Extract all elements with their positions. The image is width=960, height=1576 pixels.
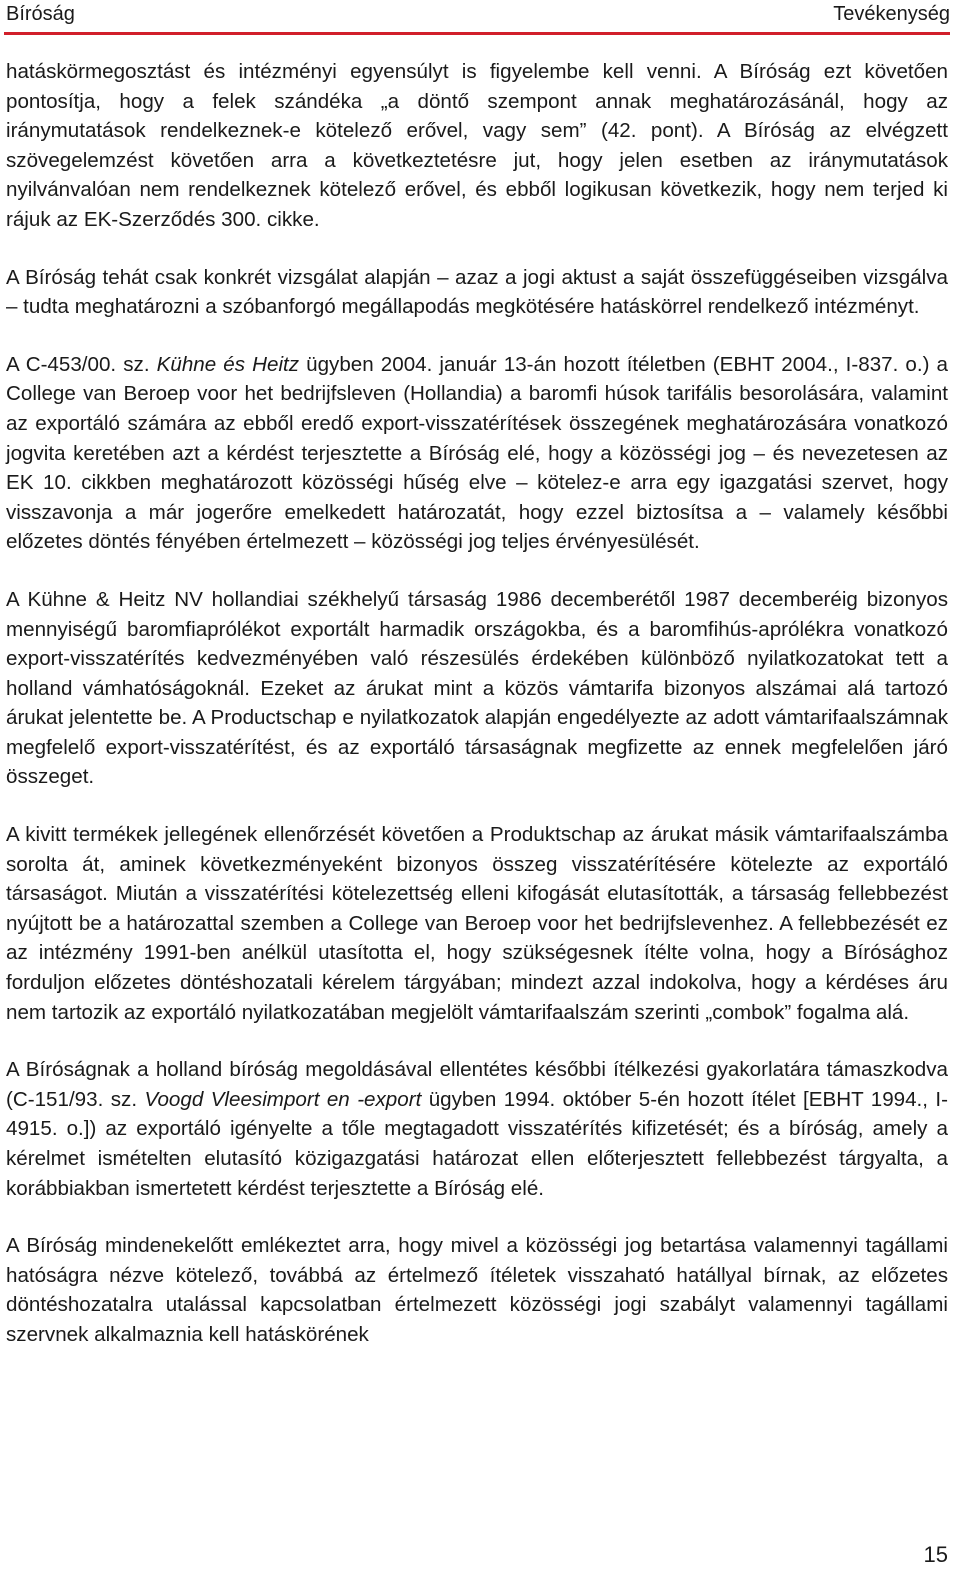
paragraph-3-lead: A C-453/00. sz. bbox=[6, 352, 157, 376]
paragraph-2: A Bíróság tehát csak konkrét vizsgálat alapján – azaz a jogi aktust a saját összefüggéseiben vizsgálva – tudta meghatározni a szóbanforgó megállapodás megkötésére hatáskörrel rendelkező intézményt. bbox=[6, 265, 948, 319]
page-number: 15 bbox=[923, 1542, 948, 1567]
paragraph-6-body: ügyben 1994. október 5-én hozott ítélet [EBHT 1994., I-4915. o.]) az exportáló igényelte a tőle megtagadott visszatérítés kifizetését; és a bíróság, amely a kérelmet ismételten elutasító közigazgatási határozat ellen előterjesztett fellebbezést tárgyalta, a korábbiakban ismertetett kérdést terjesztette a Bíróság elé. bbox=[6, 1087, 949, 1200]
case-name-kuhne-heitz: Kühne és Heitz bbox=[156, 352, 300, 376]
paragraph-3 bbox=[6, 350, 948, 557]
header-section-title: Bíróság bbox=[6, 3, 75, 25]
running-header bbox=[6, 0, 950, 30]
paragraph-7: A Bíróság mindenekelőtt emlékeztet arra, hogy mivel a közösségi jog betartása valamennyi tagállami hatóságra nézve kötelező, továbbá az értelmező ítéletek visszaható hatállyal bírnak, az előzetes döntéshozatalra utalással kapcsolatban értelmezett közösségi jogi szabályt valamennyi tagállami szervnek alkalmaznia kell hatáskörének bbox=[6, 1234, 948, 1346]
paragraph-6-lead: A Bíróságnak a holland bíróság megoldásával ellentétes későbbi ítélkezési gyakorlatára támaszkodva (C-151/93. sz. bbox=[6, 1058, 948, 1111]
header-chapter-title: Tevékenység bbox=[833, 3, 950, 25]
paragraph-1: hatáskörmegosztást és intézményi egyensúlyt is figyelembe kell venni. A Bíróság ezt követően pontosítja, hogy a felek szándéka „a döntő szempont annak meghatározásánál, hogy az iránymutatások rendelkeznek-e kötelező erővel, vagy sem” (42. pont). A Bíróság az elvégzett szövegelemzést követően arra a következtetésre jut, hogy jelen esetben az iránymutatások nyilvánvalóan nem rendelkeznek kötelező erővel, és ebből logikusan következik, hogy nem terjed ki rájuk az EK-Szerződés 300. cikke. bbox=[6, 60, 948, 231]
case-name-voogd: Voogd Vleesimport en -export bbox=[144, 1087, 422, 1111]
paragraph-3-body: ügyben 2004. január 13-án hozott ítéletben (EBHT 2004., I-837. o.) a College van Beroep voor het bedrijfsleven (Hollandia) a baromfi húsok tarifális besorolására, valamint az exportáló számára az ebből eredő export-visszatérítések összegének meghatározására vonatkozó jogvita keretében azt a kérdést terjesztette a Bíróság elé, hogy a közösségi jog – és nevezetesen az EK 10. cikkben meghatározott közösségi hűség elve – kötelez-e arra egy igazgatási szervet, hogy visszavonja a már jogerőre emelkedett határozatát, hogy ezzel biztosítsa a – valamely későbbi előzetes döntés fényében értelmezett – közösségi jog teljes érvényesülését. bbox=[6, 352, 948, 554]
paragraph-5: A kivitt termékek jellegének ellenőrzését követően a Produktschap az árukat másik vámtarifaalszámba sorolta át, aminek következményeként bizonyos összeg visszatérítésére kötelezte az exportáló társaságot. Miután a visszatérítési kötelezettség elleni kifogását elutasították, a társaság fellebbezést nyújtott be a határozattal szemben a College van Beroep voor het bedrijfslevenhez. A fellebbezését ez az intézmény 1991-ben anélkül utasította el, hogy szükségesnek ítélte volna, hogy a Bírósághoz forduljon előzetes döntéshozatali kérelem tárgyában; mindezt azzal indokolva, hogy a kérdéses áru nem tartozik az exportáló nyilatkozatában megjelölt vámtarifaalszám szerinti „combok” fogalma alá. bbox=[6, 823, 948, 1024]
paragraph-6 bbox=[6, 1055, 948, 1203]
paragraph-4: A Kühne & Heitz NV hollandiai székhelyű társaság 1986 decemberétől 1987 decemberéig bizonyos mennyiségű baromfiaprólékot exportált harmadik országokba, és a baromfihús-aprólékra vonatkozó export-visszatérítés kedvezményében való részesülés érdekében különböző nyilatkozatokat tett a holland vámhatóságoknál. Ezeket az árukat mint a közös vámtarifa bizonyos alszámai alá tartozó árukat jelentette be. A Productschap e nyilatkozatok alapján engedélyezte az adott vámtarifaalszámnak megfelelő export-visszatérítést, és az exportáló társaságnak megfizette az ennek megfelelően járó összeget. bbox=[6, 587, 948, 789]
body-text bbox=[6, 57, 948, 1350]
header-divider bbox=[4, 32, 950, 35]
